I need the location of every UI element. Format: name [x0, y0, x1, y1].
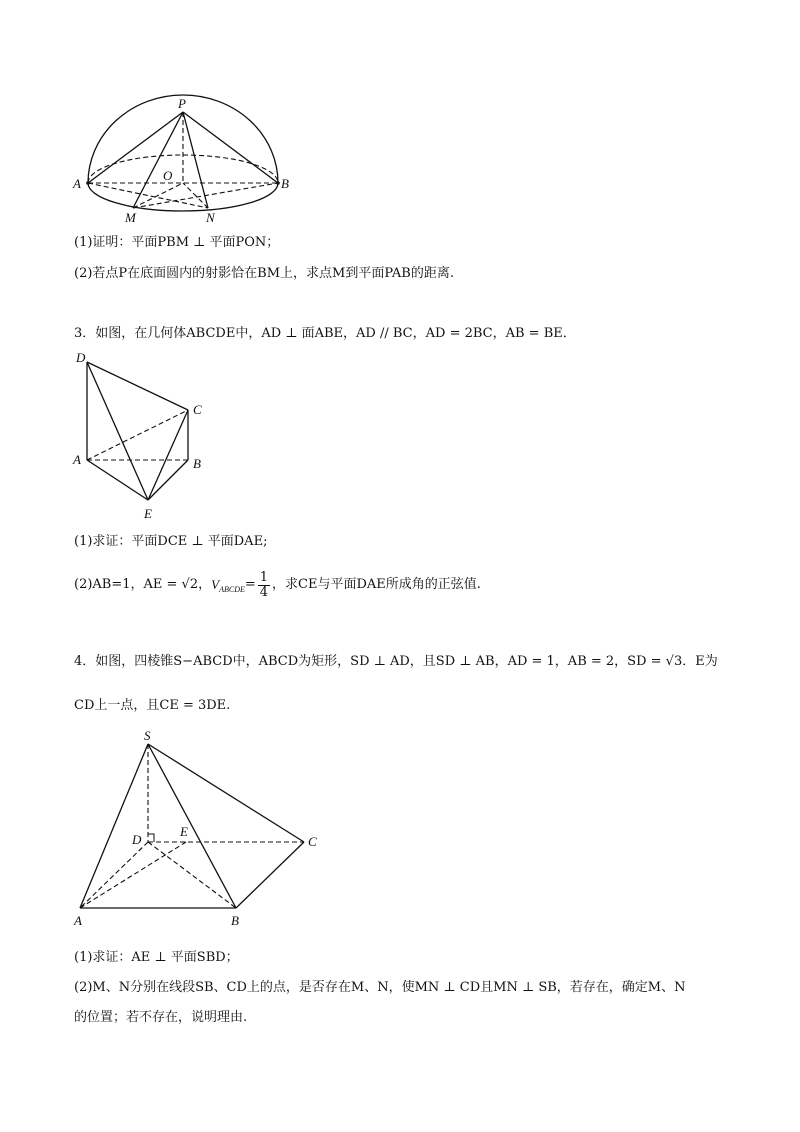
- volume-symbol: V: [211, 577, 220, 592]
- p3-question-1: (1)求证：平面DCE ⊥ 平面DAE;: [74, 534, 268, 549]
- p3-q2-start: (2)AB=1，AE = √2，: [74, 577, 212, 592]
- label-b: B: [231, 913, 239, 928]
- fraction: [258, 571, 270, 600]
- label-a: A: [73, 452, 81, 467]
- label-n: N: [206, 210, 215, 225]
- polyhedron-figure: [70, 348, 220, 523]
- label-a: A: [74, 913, 82, 928]
- p4-question-2-line-2: 的位置；若不存在，说明理由.: [74, 1010, 248, 1025]
- label-b: B: [193, 456, 201, 471]
- label-d: D: [132, 832, 142, 847]
- label-a: A: [73, 176, 81, 191]
- p4-stem-line-2: CD上一点，且CE = 3DE.: [74, 698, 231, 713]
- label-c: C: [308, 834, 317, 849]
- p3-q2-end: ，求CE与平面DAE所成角的正弦值.: [272, 577, 481, 592]
- fraction-numerator: 1: [259, 569, 269, 585]
- pyramid-figure: [68, 722, 338, 932]
- p2-question-2: (2)若点P在底面圆内的射影恰在BM上，求点M到平面PAB的距离.: [74, 266, 454, 281]
- equals-sign: =: [244, 577, 256, 592]
- label-e: E: [180, 824, 188, 839]
- label-p: P: [178, 96, 186, 111]
- p4-question-2-line-1: (2)M、N分别在线段SB、CD上的点，是否存在M、N，使MN ⊥ CD且MN ⊥ SB，若存在，确定M、N: [74, 980, 686, 995]
- label-c: C: [193, 402, 202, 417]
- p4-stem-line-1: 4．如图，四棱锥S−ABCD中，ABCD为矩形，SD ⊥ AD，且SD ⊥ AB，AD = 1，AB = 2，SD = √3．E为: [74, 654, 718, 669]
- p3-stem: 3．如图，在几何体ABCDE中，AD ⊥ 面ABE，AD // BC，AD = 2BC，AB = BE．: [74, 326, 576, 341]
- label-d: D: [76, 350, 86, 365]
- volume-subscript: ABCDE: [219, 585, 245, 594]
- label-e: E: [144, 506, 152, 521]
- label-o: O: [163, 168, 173, 183]
- label-b: B: [281, 176, 289, 191]
- p3-question-2: [74, 568, 481, 602]
- label-s: S: [144, 728, 151, 743]
- label-m: M: [125, 210, 136, 225]
- hemisphere-figure: [70, 90, 290, 225]
- fraction-denominator: 4: [259, 584, 269, 600]
- p2-question-1: (1)证明：平面PBM ⊥ 平面PON；: [74, 235, 280, 250]
- p4-question-1: (1)求证：AE ⊥ 平面SBD；: [74, 950, 239, 965]
